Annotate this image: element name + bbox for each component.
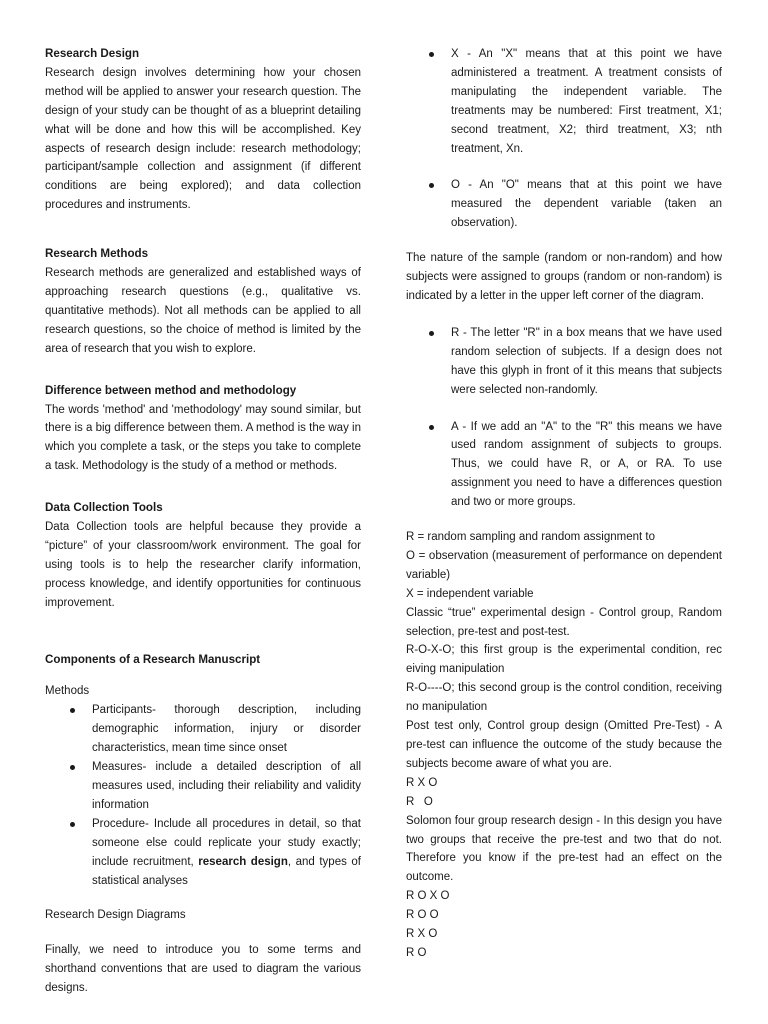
list-item: Measures- include a detailed description of all measures used, including their reliability and validity information — [92, 758, 361, 815]
research-design-heading: Research Design — [45, 47, 140, 60]
notation-line: R X O — [406, 928, 438, 941]
symbol-list-top — [406, 45, 722, 233]
difference-heading: Difference between method and methodology — [45, 383, 297, 397]
bullet-icon — [429, 52, 434, 57]
research-methods-heading: Research Methods — [45, 247, 149, 261]
notation-line: R-O-X-O; this first group is the experimental condition, rec eiving manipulation — [406, 644, 722, 676]
components-heading: Components of a Research Manuscript — [45, 652, 261, 666]
bullet-icon — [429, 331, 434, 336]
notation-line: R O X O — [406, 890, 450, 903]
list-item: Participants- thorough description, including demographic information, injury or disorder characteristics, mean time since onset — [92, 701, 361, 758]
research-design-paragraph: Research design involves determining how your chosen method will be applied to answer your research question. The design of your study can be thought of as a blueprint detailing what will be done and how this will be accomplished. Key aspects of research design include: research methodology; participant/sample collection and assignment (if different conditions are being explored); and data collection procedures and instruments. — [45, 66, 361, 212]
notation-line: R = random sampling and random assignment to — [406, 531, 655, 544]
notation-line: R O O — [406, 909, 439, 922]
right-column — [406, 45, 722, 963]
bullet-icon — [70, 822, 75, 827]
left-column — [45, 45, 361, 998]
notation-line: Solomon four group research design - In this design you have two groups that receive the pre-test and two that do not. Therefore you know if the pre-test had an effect on the outcome. — [406, 814, 722, 884]
bullet-icon — [70, 708, 75, 713]
notation-line: R X O — [406, 776, 438, 789]
list-item: X - An "X" means that at this point we have administered a treatment. A treatment consists of manipulating the independent variable. The treatments may be numbered: First treatment, X1; second treatment, X2; third treatment, X3; nth treatment, Xn. — [451, 45, 722, 158]
notation-line: Classic “true” experimental design - Control group, Random selection, pre-test and post-test. — [406, 606, 722, 638]
bullet-icon — [429, 183, 434, 188]
data-collection-paragraph: Data Collection tools are helpful because they provide a “picture” of your classroom/work environment. The goal for using tools is to help the researcher clarify information, process knowledge, and identify opportunities for continuous improvement. — [45, 521, 361, 609]
design-notation-block — [406, 528, 722, 963]
list-item: R - The letter "R" in a box means that we have used random selection of subjects. If a design does not have this glyph in front of it this means that subjects were selected non-randomly. — [451, 324, 722, 400]
notation-line: R O — [406, 795, 433, 808]
list-item: O - An "O" means that at this point we have measured the dependent variable (taken an observation). — [451, 176, 722, 233]
methods-label: Methods — [45, 685, 90, 698]
nature-paragraph: The nature of the sample (random or non-random) and how subjects were assigned to groups (random or non-random) is indicated by a letter in the upper left corner of the diagram. — [406, 252, 722, 302]
notation-line: R O — [406, 946, 427, 959]
list-item: Procedure- Include all procedures in detail, so that someone else could replicate your study exactly; include recruitment, research design, and types of statistical analyses — [92, 815, 361, 891]
components-list — [45, 701, 361, 890]
symbol-list-mid — [406, 324, 722, 512]
bullet-icon — [70, 765, 75, 770]
research-design-emphasis: research design — [198, 855, 288, 868]
notation-line: R-O----O; this second group is the control condition, receiving no manipulation — [406, 682, 722, 714]
notation-line: X = independent variable — [406, 587, 534, 600]
notation-line: Post test only, Control group design (Omitted Pre-Test) - A pre-test can influence the outcome of the study because the subjects become aware of what you are. — [406, 720, 722, 770]
data-collection-heading: Data Collection Tools — [45, 501, 163, 515]
difference-paragraph: The words 'method' and 'methodology' may sound similar, but there is a big difference between them. A method is the way in which you complete a task, or the steps you take to complete a task. Methodology is the study of a method or methods. — [45, 403, 361, 473]
finally-paragraph: Finally, we need to introduce you to some terms and shorthand conventions that are used to diagram the various designs. — [45, 944, 361, 995]
research-methods-paragraph: Research methods are generalized and established ways of approaching research questions (e.g., qualitative vs. quantitative methods). Not all methods can be applied to all research questions, so the choice of method is limited by the area of research that you wish to explore. — [45, 267, 361, 355]
diagrams-label: Research Design Diagrams — [45, 909, 186, 922]
list-item: A - If we add an "A" to the "R" this means we have used random assignment of subjects to groups. Thus, we could have R, or A, or RA. To use assignment you need to have a differences question and two or more groups. — [451, 418, 722, 513]
bullet-icon — [429, 425, 434, 430]
notation-line: O = observation (measurement of performance on dependent variable) — [406, 549, 722, 581]
